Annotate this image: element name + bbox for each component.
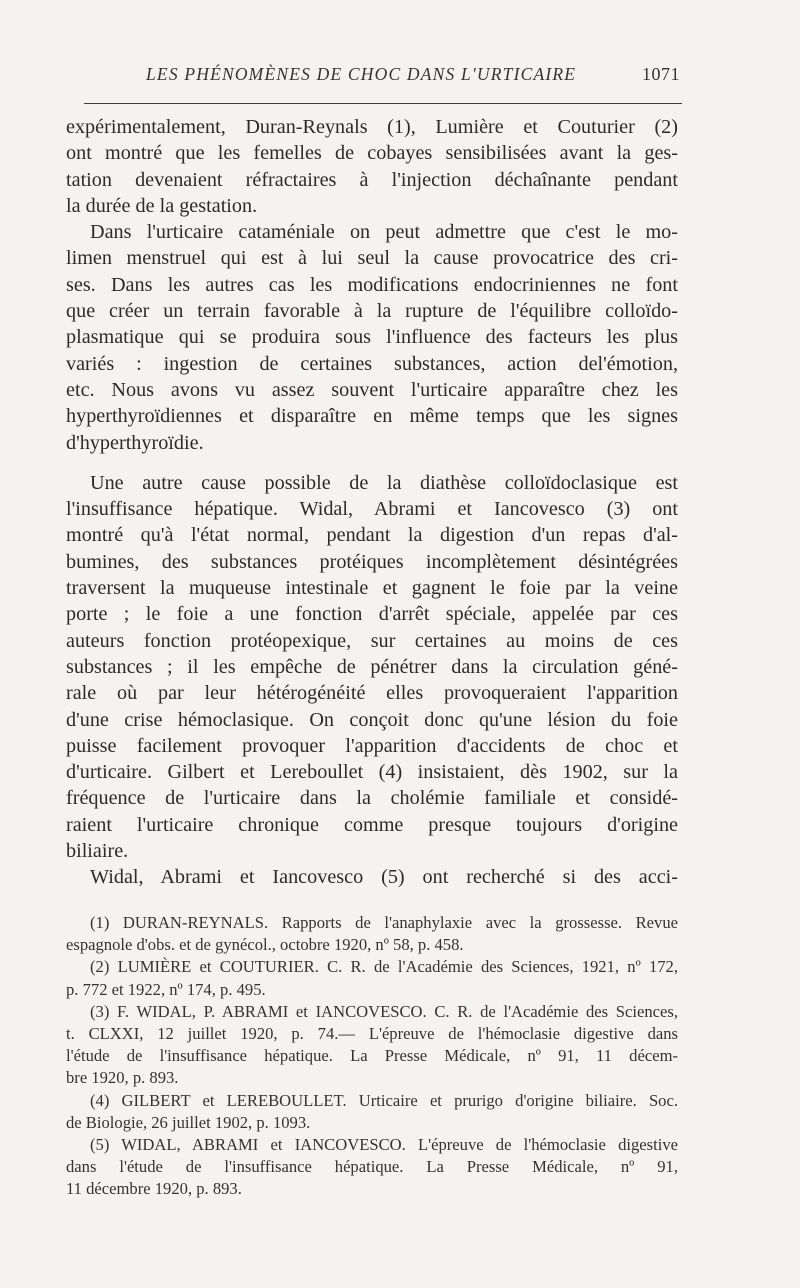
text-line: biliaire. bbox=[66, 840, 129, 863]
text-line: bumines, des substances protéiques incomplètement désintégrées bbox=[66, 550, 678, 573]
page-number: 1071 bbox=[642, 64, 680, 84]
footnote-line: de Biologie, 26 juillet 1902, p. 1093. bbox=[66, 1112, 311, 1132]
footnote-5 bbox=[66, 1134, 678, 1201]
footnote-line: (4) GILBERT et LEREBOULLET. Urticaire et prurigo d'origine biliaire. Soc. bbox=[90, 1090, 678, 1110]
footnote-line: l'étude de l'insuffisance hépatique. La Presse Médicale, nº 91, 11 décem- bbox=[66, 1046, 678, 1066]
text-line-content: l'insuffisance hépatique. Widal, Abrami et Iancovesco (3) ont bbox=[66, 498, 678, 521]
footnote-line: 11 décembre 1920, p. 893. bbox=[66, 1179, 242, 1199]
paragraph-gap bbox=[66, 456, 678, 470]
text-line: porte ; le foie a une fonction d'arrêt spéciale, appelée par ces bbox=[66, 603, 678, 626]
footnote-line: (3) F. WIDAL, P. ABRAMI et IANCOVESCO. C. R. de l'Académie des Sciences, bbox=[90, 1001, 678, 1021]
text-line: traversent la muqueuse intestinale et gagnent le foie par la veine bbox=[66, 577, 678, 600]
running-title: LES PHÉNOMÈNES DE CHOC DANS L'URTICAIRE bbox=[146, 64, 577, 84]
text-line: hyperthyroïdiennes et disparaître en même temps que les signes bbox=[66, 405, 678, 428]
footnote-line: p. 772 et 1922, nº 174, p. 495. bbox=[66, 979, 266, 999]
paragraph bbox=[66, 114, 678, 219]
footnote-3 bbox=[66, 1001, 678, 1090]
paragraph bbox=[66, 864, 678, 890]
text-line: d'hyperthyroïdie. bbox=[66, 431, 204, 454]
text-line: auteurs fonction protéopexique, sur certaines au moins de ces bbox=[66, 629, 678, 652]
footnote-line: (5) WIDAL, ABRAMI et IANCOVESCO. L'épreuve de l'hémoclasie digestive bbox=[90, 1135, 678, 1155]
text-line: substances ; il les empêche de pénétrer dans la circulation géné- bbox=[66, 655, 678, 678]
text-line: d'urticaire. Gilbert et Lereboullet (4) insistaient, dès 1902, sur la bbox=[66, 761, 678, 784]
text-line: Widal, Abrami et Iancovesco (5) ont recherché si des acci- bbox=[90, 866, 678, 889]
text-line: expérimentalement, Duran-Reynals (1), Lumière et Couturier (2) bbox=[66, 116, 678, 138]
text-line: puisse facilement provoquer l'apparition d'accidents de choc et bbox=[66, 734, 678, 757]
body-text bbox=[66, 114, 678, 891]
text-line: variés : ingestion de certaines substances, action del'émotion, bbox=[66, 352, 678, 375]
footnote-line: bre 1920, p. 893. bbox=[66, 1068, 179, 1088]
text-line: etc. Nous avons vu assez souvent l'urticaire apparaître chez les bbox=[66, 378, 678, 401]
footnote-line: dans l'étude de l'insuffisance hépatique. La Presse Médicale, nº 91, bbox=[66, 1157, 678, 1177]
text-line: montré qu'à l'état normal, pendant la digestion d'un repas d'al- bbox=[66, 524, 678, 547]
text-line: que créer un terrain favorable à la rupture de l'équilibre colloïdo- bbox=[66, 300, 678, 323]
footnote-line: espagnole d'obs. et de gynécol., octobre 1920, nº 58, p. 458. bbox=[66, 935, 464, 955]
header-rule bbox=[84, 103, 682, 104]
text-line: rale où par leur hétérogénéité elles provoqueraient l'apparition bbox=[66, 682, 678, 705]
paragraph bbox=[66, 219, 678, 456]
footnotes bbox=[66, 912, 678, 1201]
footnote-line: (1) DURAN-REYNALS. Rapports de l'anaphylaxie avec la grossesse. Revue bbox=[90, 913, 678, 932]
text-line-italic-lead bbox=[66, 496, 678, 522]
page-header bbox=[88, 64, 682, 90]
text-line: Dans l'urticaire cataméniale on peut admettre que c'est le mo- bbox=[90, 221, 678, 244]
footnote-line: (2) LUMIÈRE et COUTURIER. C. R. de l'Académie des Sciences, 1921, nº 172, bbox=[90, 957, 678, 977]
text-line: limen menstruel qui est à lui seul la cause provocatrice des cri- bbox=[66, 247, 678, 270]
text-line: raient l'urticaire chronique comme presque toujours d'origine bbox=[66, 813, 678, 836]
text-line: plasmatique qui se produira sous l'influence des facteurs les plus bbox=[66, 326, 678, 349]
text-line: ont montré que les femelles de cobayes sensibilisées avant la ges- bbox=[66, 142, 678, 165]
text-line: ses. Dans les autres cas les modifications endocriniennes ne font bbox=[66, 273, 678, 296]
text-line: la durée de la gestation. bbox=[66, 194, 258, 217]
footnote-1 bbox=[66, 912, 678, 956]
footnote-4 bbox=[66, 1090, 678, 1134]
text-line: d'une crise hémoclasique. On conçoit donc qu'une lésion du foie bbox=[66, 708, 678, 731]
text-line: Une autre cause possible de la diathèse colloïdoclasique est bbox=[90, 471, 678, 494]
text-line: tation devenaient réfractaires à l'injection déchaînante pendant bbox=[66, 168, 678, 191]
footnote-2 bbox=[66, 956, 678, 1000]
text-line: fréquence de l'urticaire dans la cholémie familiale et considé- bbox=[66, 787, 678, 810]
footnote-line: t. CLXXI, 12 juillet 1920, p. 74.— L'épreuve de l'hémoclasie digestive dans bbox=[66, 1024, 678, 1044]
paragraph bbox=[66, 470, 678, 864]
